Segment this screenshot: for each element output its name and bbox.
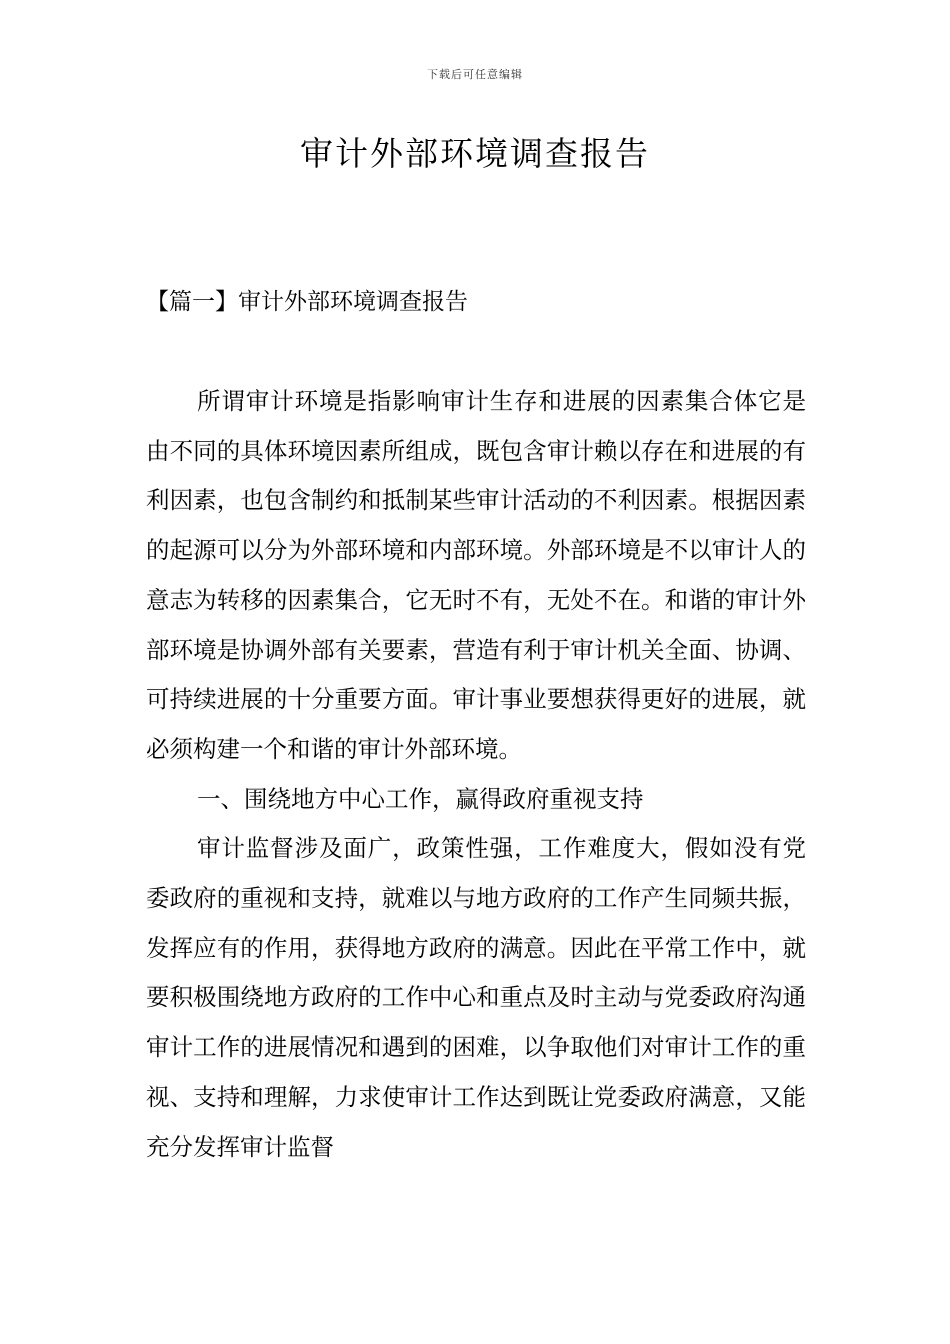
body-text — [146, 377, 806, 1172]
paragraph-intro: 所谓审计环境是指影响审计生存和进展的因素集合体它是由不同的具体环境因素所组成，既包含审计赖以存在和进展的有利因素，也包含制约和抵制某些审计活动的不利因素。根据因素的起源可以分为外部环境和内部环境。外部环境是不以审计人的意志为转移的因素集合，它无时不有，无处不在。和谐的审计外部环境是协调外部有关要素，营造有利于审计机关全面、协调、可持续进展的十分重要方面。审计事业要想获得更好的进展，就必须构建一个和谐的审计外部环境。 — [146, 387, 806, 763]
document-title: 审计外部环境调查报告 — [300, 134, 650, 173]
subheading-one: 一、围绕地方中心工作，赢得政府重视支持 — [197, 784, 644, 813]
paragraph-one: 审计监督涉及面广，政策性强，工作难度大，假如没有党委政府的重视和支持，就难以与地方政府的工作产生同频共振，发挥应有的作用，获得地方政府的满意。因此在平常工作中，就要积极围绕地方政府的工作中心和重点及时主动与党委政府沟通审计工作的进展情况和遇到的困难，以争取他们对审计工作的重视、支持和理解，力求使审计工作达到既让党委政府满意，又能充分发挥审计监督 — [146, 834, 806, 1161]
header-note: 下载后可任意编辑 — [427, 68, 523, 81]
section-heading: 【篇一】审计外部环境调查报告 — [146, 289, 468, 315]
